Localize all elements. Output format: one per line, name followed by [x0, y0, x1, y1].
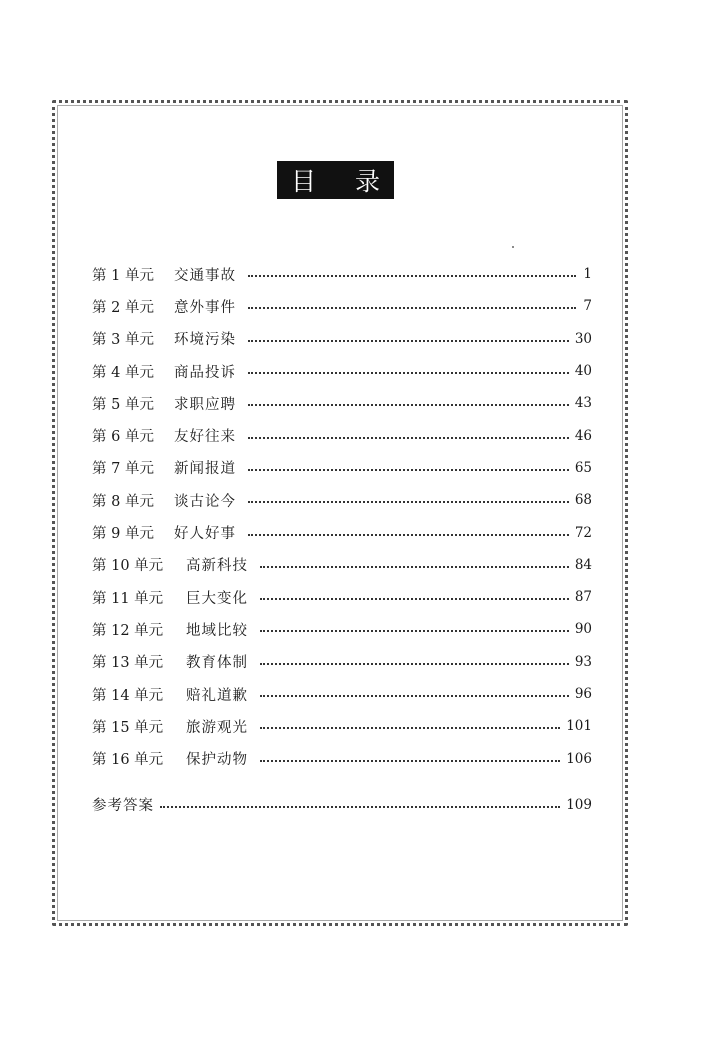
page-number: 106	[566, 750, 592, 767]
page-number: 46	[574, 427, 592, 444]
dot-leader	[248, 469, 569, 471]
unit-title: 巨大变化	[186, 590, 248, 607]
toc-row[interactable]	[92, 646, 592, 678]
dot-leader	[248, 340, 569, 342]
unit-label: 第 6 单元	[92, 429, 154, 446]
unit-label: 第 12 单元	[92, 622, 164, 639]
toc-row[interactable]	[92, 452, 592, 484]
page-number: 72	[574, 524, 592, 541]
answers-title: 参考答案	[92, 798, 154, 815]
unit-title: 商品投诉	[174, 364, 236, 381]
dot-leader	[260, 727, 560, 729]
unit-title: 好人好事	[174, 526, 236, 543]
dot-leader	[260, 663, 569, 665]
unit-title: 赔礼道歉	[186, 687, 248, 704]
page-number: 87	[574, 589, 592, 606]
page-number: 7	[583, 298, 592, 315]
toc-row[interactable]	[92, 419, 592, 451]
dot-leader	[248, 372, 569, 374]
dot-leader	[260, 760, 560, 762]
unit-label: 第 11 单元	[92, 590, 164, 607]
unit-label: 第 2 单元	[92, 299, 154, 316]
toc-row[interactable]	[92, 549, 592, 581]
dot-leader	[248, 404, 569, 406]
unit-title: 地域比较	[186, 622, 248, 639]
unit-label: 第 7 单元	[92, 461, 154, 478]
toc-row[interactable]	[92, 290, 592, 322]
toc-row[interactable]	[92, 258, 592, 290]
unit-title: 交通事故	[174, 267, 236, 284]
unit-title: 旅游观光	[186, 719, 248, 736]
toc-row[interactable]	[92, 710, 592, 742]
toc-row[interactable]	[92, 355, 592, 387]
unit-label: 第 13 单元	[92, 655, 164, 672]
unit-title: 新闻报道	[174, 461, 236, 478]
dot-leader	[260, 598, 569, 600]
unit-title: 环境污染	[174, 332, 236, 349]
unit-title: 高新科技	[186, 558, 248, 575]
dot-leader	[260, 695, 569, 697]
unit-label: 第 1 单元	[92, 267, 154, 284]
unit-label: 第 8 单元	[92, 493, 154, 510]
unit-title: 保护动物	[186, 752, 248, 769]
unit-title: 意外事件	[174, 299, 236, 316]
toc-row[interactable]	[92, 613, 592, 645]
page-number: 93	[574, 653, 592, 670]
page-title	[277, 161, 394, 199]
unit-label: 第 15 单元	[92, 719, 164, 736]
page-number: 84	[574, 556, 592, 573]
page-number: 43	[574, 395, 592, 412]
dot-leader	[260, 566, 569, 568]
page-number: 40	[574, 363, 592, 380]
title-char-right: 录	[354, 167, 380, 196]
toc-row-answers[interactable]	[92, 789, 592, 821]
page-number: 1	[583, 266, 592, 283]
toc-row[interactable]	[92, 323, 592, 355]
toc-row[interactable]	[92, 516, 592, 548]
unit-label: 第 16 单元	[92, 752, 164, 769]
title-char-left: 目	[291, 167, 317, 196]
page-number: 68	[574, 492, 592, 509]
unit-label: 第 4 单元	[92, 364, 154, 381]
dot-leader	[248, 534, 569, 536]
dot-leader	[248, 307, 576, 309]
dot-leader	[248, 437, 569, 439]
dot-leader	[160, 806, 560, 808]
toc-row[interactable]	[92, 581, 592, 613]
page-number: 65	[574, 459, 592, 476]
page-number: 90	[574, 621, 592, 638]
unit-label: 第 14 单元	[92, 687, 164, 704]
scan-speck	[512, 246, 514, 248]
unit-label: 第 3 单元	[92, 332, 154, 349]
page-number: 109	[566, 796, 592, 813]
toc-row[interactable]	[92, 742, 592, 774]
page-number: 30	[574, 330, 592, 347]
table-of-contents	[92, 258, 592, 821]
unit-title: 教育体制	[186, 655, 248, 672]
toc-row[interactable]	[92, 678, 592, 710]
toc-row[interactable]	[92, 484, 592, 516]
dot-leader	[248, 501, 569, 503]
unit-label: 第 10 单元	[92, 558, 164, 575]
unit-label: 第 5 单元	[92, 396, 154, 413]
unit-title: 友好往来	[174, 429, 236, 446]
toc-row[interactable]	[92, 387, 592, 419]
dot-leader	[248, 275, 576, 277]
unit-title: 求职应聘	[174, 396, 236, 413]
unit-label: 第 9 单元	[92, 526, 154, 543]
dot-leader	[260, 630, 569, 632]
page-number: 101	[566, 718, 592, 735]
unit-title: 谈古论今	[174, 493, 236, 510]
page-number: 96	[574, 686, 592, 702]
